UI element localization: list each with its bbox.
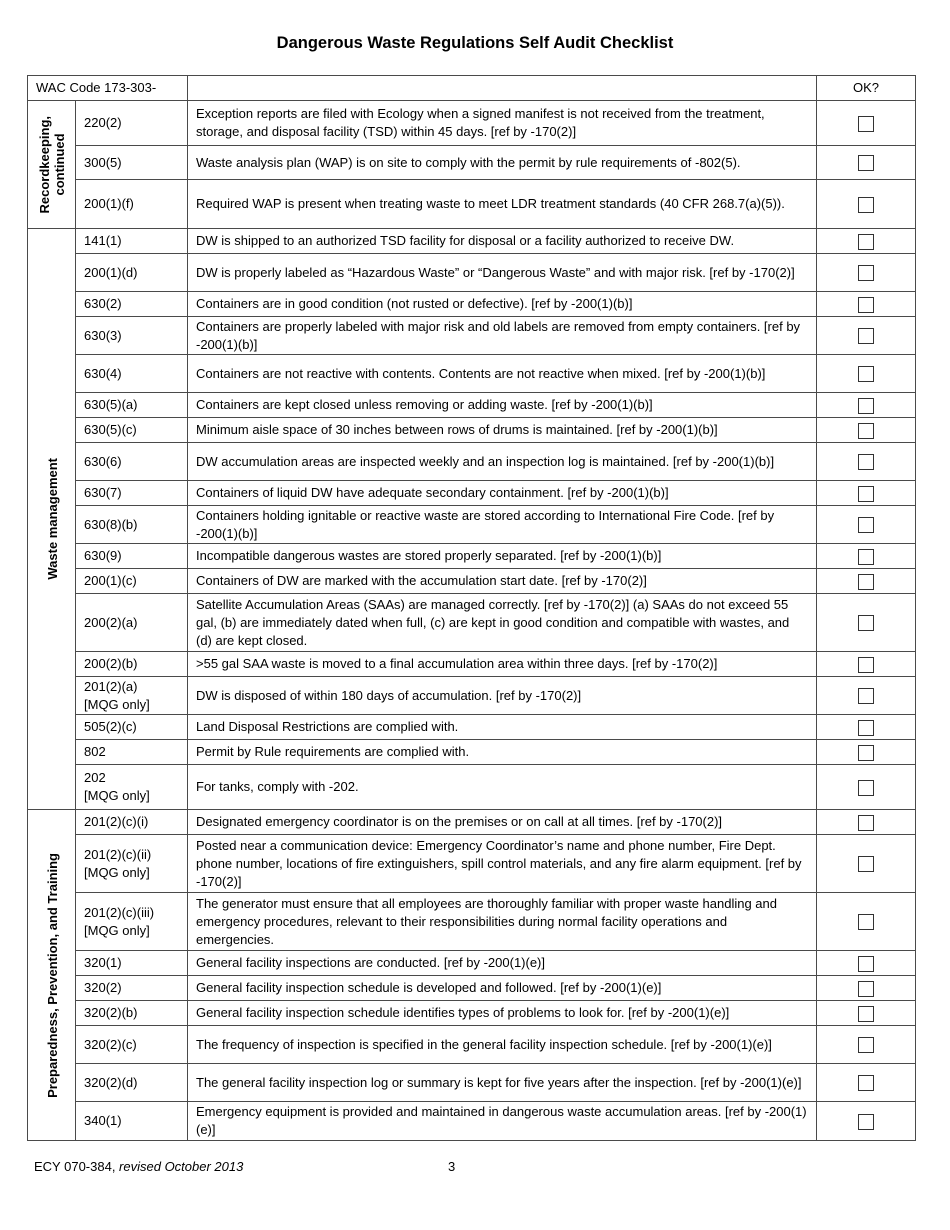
ok-cell xyxy=(817,146,916,180)
wac-code xyxy=(76,1102,188,1141)
wac-code xyxy=(76,976,188,1001)
checklist-row xyxy=(28,355,916,393)
wac-code xyxy=(76,146,188,180)
checklist-row xyxy=(28,1001,916,1026)
requirement-text: Containers are in good condition (not rusted or defective). [ref by -200(1)(b)] xyxy=(188,292,817,317)
checklist-row xyxy=(28,810,916,835)
requirement-text: The frequency of inspection is specified in the general facility inspection schedule. [ref by -200(1)(e)] xyxy=(188,1026,817,1064)
wac-code xyxy=(76,1064,188,1102)
wac-code xyxy=(76,393,188,418)
wac-code xyxy=(76,594,188,652)
table-header-row xyxy=(28,76,916,101)
ok-checkbox[interactable] xyxy=(858,398,874,414)
requirement-text: Minimum aisle space of 30 inches between rows of drums is maintained. [ref by -200(1)(b)] xyxy=(188,418,817,443)
ok-cell xyxy=(817,951,916,976)
ok-cell xyxy=(817,1026,916,1064)
wac-code-line: 320(2) xyxy=(84,980,122,995)
checklist-row xyxy=(28,1064,916,1102)
requirement-text: Containers are properly labeled with major risk and old labels are removed from empty containers. [ref by -200(1)(b)] xyxy=(188,317,817,355)
wac-code-line: 200(1)(c) xyxy=(84,573,137,588)
requirement-text: DW is disposed of within 180 days of accumulation. [ref by -170(2)] xyxy=(188,677,817,715)
ok-checkbox[interactable] xyxy=(858,574,874,590)
wac-code xyxy=(76,544,188,569)
ok-checkbox[interactable] xyxy=(858,720,874,736)
ok-cell xyxy=(817,544,916,569)
checklist-row xyxy=(28,1026,916,1064)
requirement-text: Incompatible dangerous wastes are stored properly separated. [ref by -200(1)(b)] xyxy=(188,544,817,569)
requirement-text: Exception reports are filed with Ecology when a signed manifest is not received from the treatment, storage, and disposal facility (TSD) within 45 days. [ref by -170(2)] xyxy=(188,101,817,146)
wac-code xyxy=(76,481,188,506)
checklist-row xyxy=(28,594,916,652)
wac-code-line: 630(2) xyxy=(84,296,122,311)
ok-checkbox[interactable] xyxy=(858,234,874,250)
wac-code-line: 200(2)(b) xyxy=(84,656,138,671)
requirement-text: Posted near a communication device: Emergency Coordinator’s name and phone number, Fire Dept. phone number, locations of fire extinguishers, spill control materials, and any fire alarm equipment. [ref by -170(2)] xyxy=(188,835,817,893)
ok-checkbox[interactable] xyxy=(858,454,874,470)
requirement-text: The generator must ensure that all employees are thoroughly familiar with proper waste handling and emergency procedures, relevant to their responsibilities during normal facility operations and emergencies. xyxy=(188,893,817,951)
section-label xyxy=(45,853,60,1098)
ok-checkbox[interactable] xyxy=(858,1006,874,1022)
section-preparedness xyxy=(28,810,76,1141)
wac-code xyxy=(76,292,188,317)
section-label-line: Preparedness, Prevention, and Training xyxy=(44,852,60,1098)
checklist-row xyxy=(28,443,916,481)
requirement-text: Required WAP is present when treating waste to meet LDR treatment standards (40 CFR 268.7(a)(5)). xyxy=(188,180,817,229)
wac-code-line: 220(2) xyxy=(84,115,122,130)
checklist-row xyxy=(28,715,916,740)
wac-code xyxy=(76,506,188,544)
wac-code xyxy=(76,569,188,594)
requirement-text: Containers of liquid DW have adequate secondary containment. [ref by -200(1)(b)] xyxy=(188,481,817,506)
wac-code xyxy=(76,254,188,292)
checklist-row xyxy=(28,254,916,292)
checklist-row xyxy=(28,317,916,355)
wac-code-line: 630(3) xyxy=(84,327,122,343)
wac-code xyxy=(76,765,188,810)
wac-code xyxy=(76,677,188,715)
wac-code-line: [MQG only] xyxy=(84,922,150,938)
form-id: ECY 070-384, xyxy=(34,1159,120,1174)
ok-checkbox[interactable] xyxy=(858,197,874,213)
wac-code xyxy=(76,835,188,893)
page-title: Dangerous Waste Regulations Self Audit Checklist xyxy=(276,34,674,52)
ok-cell xyxy=(817,481,916,506)
checklist-row xyxy=(28,951,916,976)
ok-checkbox[interactable] xyxy=(858,981,874,997)
checklist-row xyxy=(28,835,916,893)
checklist-row xyxy=(28,652,916,677)
ok-checkbox[interactable] xyxy=(858,780,874,796)
section-recordkeeping xyxy=(28,101,76,229)
ok-cell xyxy=(817,101,916,146)
wac-code-line: 201(2)(c)(ii) xyxy=(84,846,152,862)
revision-date: revised October 2013 xyxy=(119,1159,244,1174)
wac-code xyxy=(76,951,188,976)
requirement-text: Containers are kept closed unless removing or adding waste. [ref by -200(1)(b)] xyxy=(188,393,817,418)
ok-cell xyxy=(817,1001,916,1026)
wac-code-line: 630(8)(b) xyxy=(84,516,138,532)
ok-cell xyxy=(817,740,916,765)
ok-cell xyxy=(817,1064,916,1102)
ok-checkbox[interactable] xyxy=(858,297,874,313)
requirement-text: DW is shipped to an authorized TSD facility for disposal or a facility authorized to receive DW. xyxy=(188,229,817,254)
wac-code-line: 630(5)(a) xyxy=(84,397,138,412)
ok-checkbox[interactable] xyxy=(858,486,874,502)
ok-cell xyxy=(817,418,916,443)
requirement-header xyxy=(188,76,817,101)
ok-cell xyxy=(817,292,916,317)
requirement-text: General facility inspection schedule identifies types of problems to look for. [ref by -200(1)(e)] xyxy=(188,1001,817,1026)
ok-cell xyxy=(817,652,916,677)
wac-code xyxy=(76,740,188,765)
wac-code-line: 200(2)(a) xyxy=(84,614,138,630)
checklist-row xyxy=(28,393,916,418)
wac-code-line: 802 xyxy=(84,744,106,759)
ok-checkbox[interactable] xyxy=(858,615,874,631)
ok-checkbox[interactable] xyxy=(858,856,874,872)
wac-code-line: 200(1)(f) xyxy=(84,196,134,211)
wac-code xyxy=(76,355,188,393)
section-waste-management xyxy=(28,229,76,810)
wac-code xyxy=(76,418,188,443)
requirement-text: Containers are not reactive with contents. Contents are not reactive when mixed. [ref by -200(1)(b)] xyxy=(188,355,817,393)
checklist-row xyxy=(28,146,916,180)
ok-checkbox[interactable] xyxy=(858,1037,874,1053)
ok-checkbox[interactable] xyxy=(858,155,874,171)
checklist-row xyxy=(28,229,916,254)
ok-checkbox[interactable] xyxy=(858,1114,874,1130)
requirement-text: The general facility inspection log or summary is kept for five years after the inspection. [ref by -200(1)(e)] xyxy=(188,1064,817,1102)
requirement-text: Land Disposal Restrictions are complied with. xyxy=(188,715,817,740)
ok-cell xyxy=(817,393,916,418)
ok-cell xyxy=(817,677,916,715)
checklist-row xyxy=(28,418,916,443)
wac-code-line: 201(2)(c)(iii) xyxy=(84,904,155,920)
wac-code-line: 630(5)(c) xyxy=(84,422,137,437)
ok-checkbox[interactable] xyxy=(858,328,874,344)
ok-cell xyxy=(817,976,916,1001)
wac-code xyxy=(76,810,188,835)
checklist-row xyxy=(28,101,916,146)
requirement-text: Designated emergency coordinator is on the premises or on call at all times. [ref by -170(2)] xyxy=(188,810,817,835)
section-label xyxy=(45,458,60,580)
wac-code-line: 200(1)(d) xyxy=(84,264,138,280)
ok-cell xyxy=(817,355,916,393)
checklist-row xyxy=(28,740,916,765)
wac-code-line: 505(2)(c) xyxy=(84,719,137,734)
wac-code-line: 630(7) xyxy=(84,485,122,500)
ok-cell xyxy=(817,569,916,594)
ok-checkbox[interactable] xyxy=(858,914,874,930)
checklist-row xyxy=(28,976,916,1001)
wac-code-line: 320(2)(c) xyxy=(84,1036,137,1052)
wac-code xyxy=(76,180,188,229)
form-number xyxy=(34,1159,243,1174)
audit-checklist-table xyxy=(27,75,916,1141)
wac-code xyxy=(76,1026,188,1064)
requirement-text: DW accumulation areas are inspected weekly and an inspection log is maintained. [ref by -200(1)(b)] xyxy=(188,443,817,481)
wac-code-line: 630(6) xyxy=(84,453,122,469)
requirement-text: Emergency equipment is provided and maintained in dangerous waste accumulation areas. [ref by -200(1)(e)] xyxy=(188,1102,817,1141)
ok-cell xyxy=(817,765,916,810)
ok-checkbox[interactable] xyxy=(858,423,874,439)
wac-code-line: [MQG only] xyxy=(84,864,150,880)
checklist-row xyxy=(28,677,916,715)
ok-cell xyxy=(817,254,916,292)
checklist-row xyxy=(28,292,916,317)
wac-code xyxy=(76,652,188,677)
ok-cell xyxy=(817,1102,916,1141)
ok-checkbox[interactable] xyxy=(858,549,874,565)
ok-checkbox[interactable] xyxy=(858,688,874,704)
ok-cell xyxy=(817,594,916,652)
requirement-text: Containers of DW are marked with the accumulation start date. [ref by -170(2)] xyxy=(188,569,817,594)
wac-code-line: 201(2)(c)(i) xyxy=(84,814,149,829)
wac-code xyxy=(76,1001,188,1026)
wac-code-line: 340(1) xyxy=(84,1113,122,1128)
checklist-row xyxy=(28,544,916,569)
ok-checkbox[interactable] xyxy=(858,517,874,533)
ok-header: OK? xyxy=(817,76,916,101)
wac-code-line: 201(2)(a) xyxy=(84,678,138,694)
wac-code xyxy=(76,101,188,146)
ok-cell xyxy=(817,506,916,544)
ok-checkbox[interactable] xyxy=(858,116,874,132)
wac-code-line: 630(4) xyxy=(84,365,122,381)
ok-checkbox[interactable] xyxy=(858,366,874,382)
wac-code xyxy=(76,229,188,254)
checklist-row xyxy=(28,569,916,594)
section-label xyxy=(37,116,67,214)
ok-checkbox[interactable] xyxy=(858,657,874,673)
ok-cell xyxy=(817,810,916,835)
ok-checkbox[interactable] xyxy=(858,815,874,831)
ok-checkbox[interactable] xyxy=(858,956,874,972)
checklist-row xyxy=(28,765,916,810)
ok-cell xyxy=(817,180,916,229)
requirement-text: General facility inspections are conducted. [ref by -200(1)(e)] xyxy=(188,951,817,976)
ok-checkbox[interactable] xyxy=(858,745,874,761)
ok-cell xyxy=(817,893,916,951)
section-label-line: continued xyxy=(52,133,67,196)
checklist-row xyxy=(28,893,916,951)
ok-cell xyxy=(817,835,916,893)
ok-cell xyxy=(817,715,916,740)
wac-code-line: 320(2)(b) xyxy=(84,1005,138,1020)
requirement-text: Permit by Rule requirements are complied with. xyxy=(188,740,817,765)
wac-code-line: 630(9) xyxy=(84,548,122,563)
ok-cell xyxy=(817,229,916,254)
page-number: 3 xyxy=(448,1159,456,1174)
section-label-line: Waste management xyxy=(44,458,60,580)
ok-cell xyxy=(817,443,916,481)
requirement-text: >55 gal SAA waste is moved to a final accumulation area within three days. [ref by -170(2)] xyxy=(188,652,817,677)
requirement-text: Containers holding ignitable or reactive waste are stored according to International Fire Code. [ref by -200(1)(b)] xyxy=(188,506,817,544)
wac-code-line: [MQG only] xyxy=(84,788,150,803)
requirement-text: Waste analysis plan (WAP) is on site to comply with the permit by rule requirements of -802(5). xyxy=(188,146,817,180)
checklist-row xyxy=(28,506,916,544)
wac-code-line: 320(1) xyxy=(84,955,122,970)
section-label-line: Recordkeeping, xyxy=(37,115,52,214)
wac-code-line: [MQG only] xyxy=(84,696,150,712)
wac-code xyxy=(76,893,188,951)
wac-code xyxy=(76,443,188,481)
wac-code xyxy=(76,317,188,355)
requirement-text: General facility inspection schedule is developed and followed. [ref by -200(1)(e)] xyxy=(188,976,817,1001)
wac-code-line: 300(5) xyxy=(84,154,122,170)
requirement-text: For tanks, comply with -202. xyxy=(188,765,817,810)
requirement-text: DW is properly labeled as “Hazardous Waste” or “Dangerous Waste” and with major risk. [ref by -170(2)] xyxy=(188,254,817,292)
wac-code-header: WAC Code 173-303- xyxy=(28,76,188,101)
wac-code xyxy=(76,715,188,740)
checklist-row xyxy=(28,180,916,229)
requirement-text: Satellite Accumulation Areas (SAAs) are managed correctly. [ref by -170(2)] (a) SAAs do not exceed 55 gal, (b) are immediately dated when full, (c) are kept in good condition and compatible with wastes, and (d) are kept closed. xyxy=(188,594,817,652)
checklist-row xyxy=(28,1102,916,1141)
wac-code-line: 320(2)(d) xyxy=(84,1074,138,1090)
ok-cell xyxy=(817,317,916,355)
ok-checkbox[interactable] xyxy=(858,1075,874,1091)
wac-code-line: 141(1) xyxy=(84,233,122,248)
ok-checkbox[interactable] xyxy=(858,265,874,281)
wac-code-line: 202 xyxy=(84,770,106,785)
checklist-row xyxy=(28,481,916,506)
